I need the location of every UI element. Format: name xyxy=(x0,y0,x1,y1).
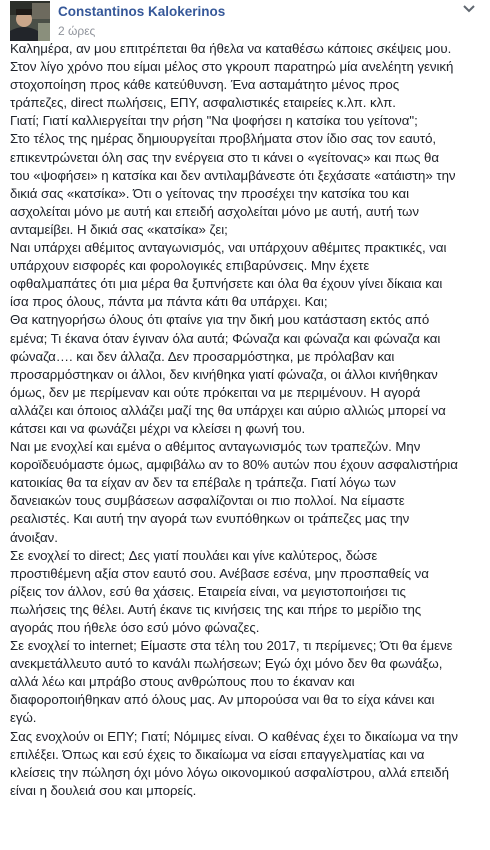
post-timestamp[interactable]: 2 ώρες xyxy=(58,24,96,38)
author-name[interactable]: Constantinos Kalokerinos xyxy=(58,4,226,19)
post-paragraph: Σε ενοχλεί το direct; Δες γιατί πουλάει και γίνε καλύτερος, δώσε προστιθέμενη αξία στον εαυτό σου. Ανέβασε εσένα, μην προσπαθείς να ρίξεις τον άλλον, εσύ θα χάσεις. Εταιρεία είναι, να μεγιστοποιήσει τις πωλήσεις της θέλει. Αυτή έκανε τις κινήσεις της και πήρε το μερίδιο της αγοράς που ήθελε όσο εσύ μόνο φώναζες. xyxy=(10,547,429,635)
post-paragraph: Σας ενοχλούν οι ΕΠΥ; Γιατί; Νόμιμες είναι. Ο καθένας έχει το δικαίωμα να την επιλέξει. Όπως και εσύ έχεις το δικαίωμα να είσαι επαγγελματίας και να κλείσεις την πώληση όχι μόνο λόγω οικονομικού ασφαλίστρου, αλλά επειδή είναι η δουλειά σου και μπορείς. xyxy=(10,728,458,798)
post-paragraph: Ναι υπάρχει αθέμιτος ανταγωνισμός, ναι υπάρχουν αθέμιτες πρακτικές, ναι υπάρχουν εισφορές και φορολογικές επιβαρύνσεις. Μην έχετε οφθαλμαπάτες ότι μια μέρα θα ξυπνήσετε και όλα θα έχουν γίνει δίκαια και ίσα προς όλους, πάντα μα πάντα κάτι θα υπάρχει. Και; xyxy=(10,240,447,310)
avatar[interactable] xyxy=(10,1,50,41)
post-paragraph: Σε ενοχλεί το internet; Είμαστε στα τέλη του 2017, τι περίμενες; Ότι θα έμενε ανεκμετάλλευτο αυτό το κανάλι πωλήσεων; Εγώ όχι μόνο δεν θα φωνάξω, αλλά λέω και μπράβο στους ανθρώπους που το έκαναν και διαφοροποιήθηκαν από όλους μας. Αν μπορούσα ναι θα το είχα κάνει και εγώ. xyxy=(10,638,453,726)
post-paragraph: Καλημέρα, αν μου επιτρέπεται θα ήθελα να καταθέσω κάποιες σκέψεις μου. Στον λίγο χρόνο που είμαι μέλος στο γκρουπ παρατηρώ μία ανελέητη γενική στοχοποίηση προς κάθε κατεύθυνση. Ένα ασταμάτητο μένος προς τράπεζες, direct πωλήσεις, ΕΠΥ, ασφαλιστικές εταιρείες κ.λπ. κλπ. xyxy=(10,41,454,111)
post-paragraph: Στο τέλος της ημέρας δημιουργείται προβλήματα στον ίδιο σας τον εαυτό, επικεντρώνεται όλη σας την ενέργεια στο τι κάνει ο «γείτονας» και πως θα του «ψοφήσει» η κατσίκα και δεν αντιλαμβάνεστε ότι ξεχάσατε «ατάιστη» την δικιά σας «κατσίκα». Ότι ο γείτονας την προσέχει την κατσίκα του και ασχολείται μόνο με αυτή και επειδή ασχολείται μόνο με αυτή, αυτή των ανταμείβει. Η δικιά σας «κατσίκα» ζει; xyxy=(10,131,456,237)
chevron-down-icon[interactable] xyxy=(462,2,476,14)
post-text xyxy=(10,40,480,800)
post-header xyxy=(10,0,480,40)
post-paragraph: Γιατί; Γιατί καλλιεργείται την ρήση "Να ψοφήσει η κατσίκα του γείτονα"; xyxy=(10,113,418,129)
post-paragraph: Θα κατηγορήσω όλους ότι φταίνε για την δική μου κατάσταση εκτός από εμένα; Τι έκανα όταν έγιναν όλα αυτά; Φώναζα και φώναζα και φώναζα και φώναζα…. και δεν άλλαζα. Δεν προσαρμόστηκα, με πρόλαβαν και προσαρμόστηκαν οι άλλοι, δεν κινήθηκα γιατί φώναζα, οι άλλοι κινήθηκαν όμως, δεν με περίμεναν και ούτε πρόκειται να με περιμένουν. Η αγορά αλλάζει και όποιος αλλάζει μαζί της θα υπάρχει και αύριο αλλιώς μπορεί να κάτσει και να φωνάζει μέχρι να κλείσει η φωνή του. xyxy=(10,312,446,436)
post-paragraph: Ναι με ενοχλεί και εμένα ο αθέμιτος ανταγωνισμός των τραπεζών. Μην κοροϊδευόμαστε όμως, αμφιβάλω αν το 80% αυτών που έχουν ασφαλιστήρια κατοικίας θα τα είχαν αν δεν τα επέβαλε η τράπεζα. Γιατί λόγω των δανειακών τους συμβάσεων ασφαλίζονται οι πιο πολλοί. Να είμαστε ρεαλιστές. Και αυτή την αγορά των ενυπόθηκων οι τράπεζες μας την άνοιξαν. xyxy=(10,439,458,545)
profile-photo-icon xyxy=(10,1,50,41)
